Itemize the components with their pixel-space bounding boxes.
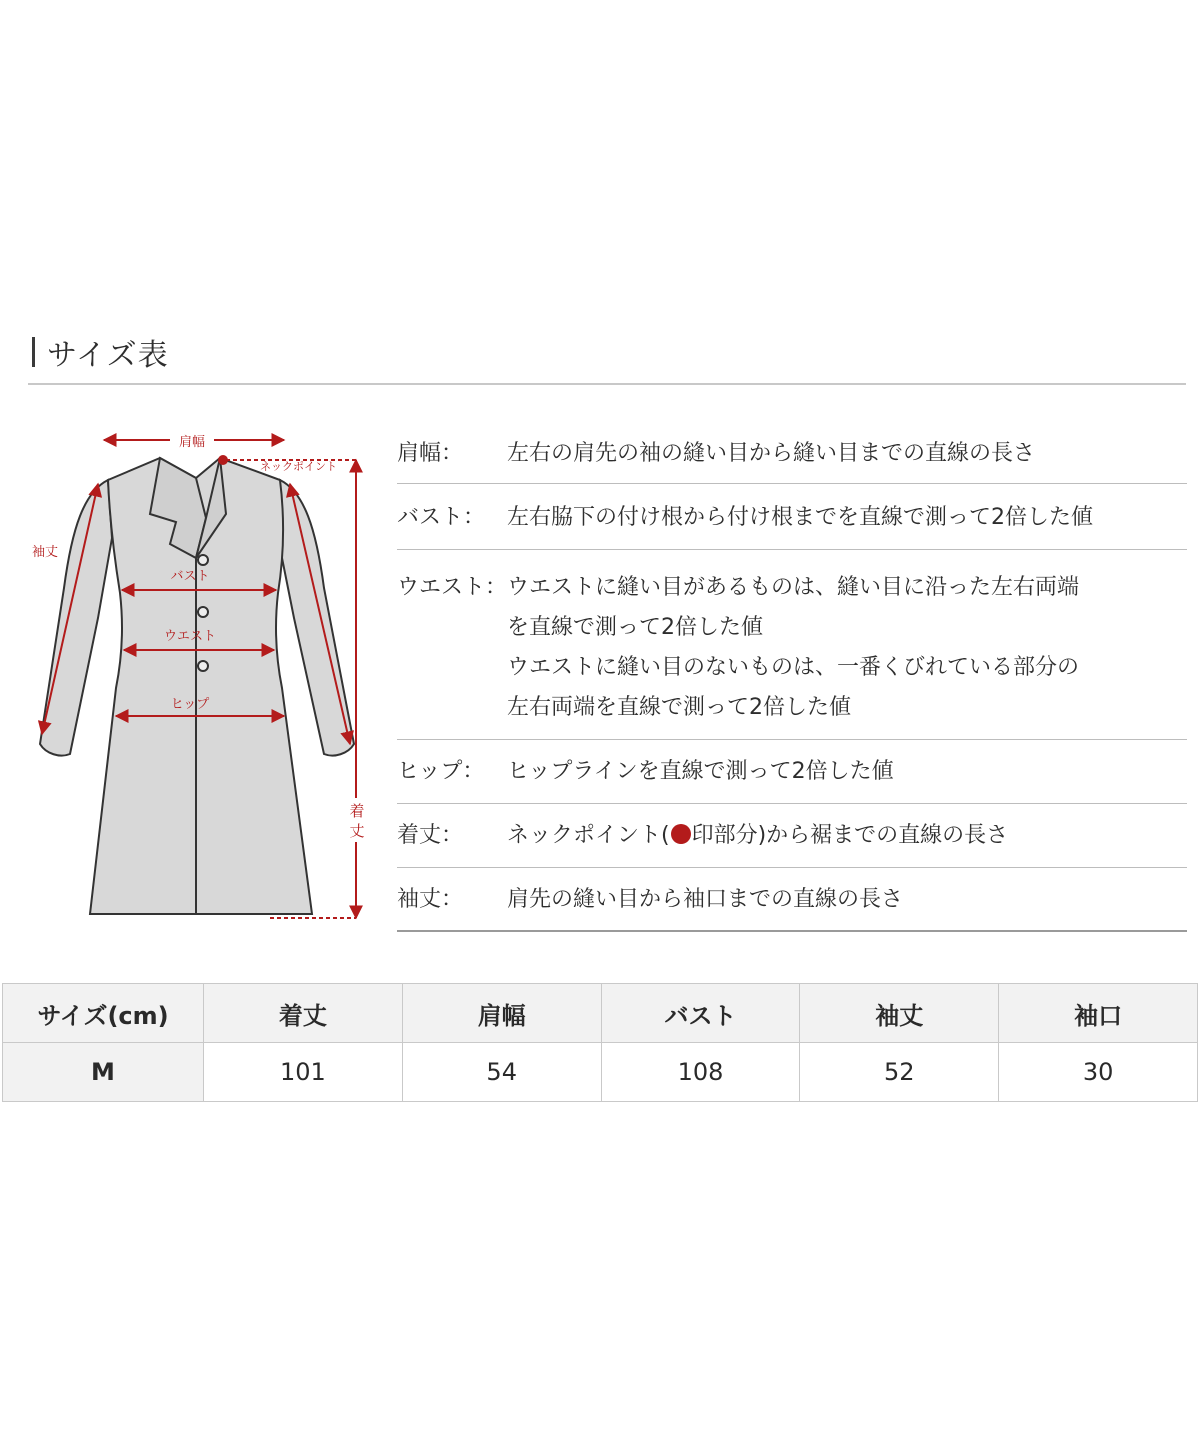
page-title: サイズ表 [47,338,169,373]
definition-line: 左右両端を直線で測って2倍した値 [507,695,851,720]
definition-text-before: ネックポイント( [507,823,670,848]
column-header: サイズ(cm) [3,984,204,1043]
table-cell: 52 [800,1043,999,1102]
definition-term: ウエスト： [397,575,508,600]
sleeve-label: 袖丈 [32,545,59,560]
definition-term: 着丈： [397,823,464,848]
neck-point-marker [218,455,228,465]
table-header-row [3,984,1198,1043]
neck-point-label: ネックポイント [260,460,337,473]
definition-text [507,816,1187,867]
column-header: 袖丈 [800,984,999,1043]
definition-row-waist [397,550,1187,740]
column-header: 肩幅 [402,984,601,1043]
definition-line: ウエストに縫い目のないものは、一番くびれている部分の [507,655,1080,680]
definition-term: バスト： [397,505,486,530]
coat-diagram [20,418,390,938]
definition-row-shoulder [397,428,1187,484]
table-cell-size: M [3,1043,204,1102]
bust-label: バスト [170,569,210,584]
definition-term: 袖丈： [397,887,464,912]
definition-row-hip [397,740,1187,804]
coat-illustration [40,458,354,914]
definition-term: 肩幅： [397,441,464,466]
column-header: 袖口 [999,984,1198,1043]
table-cell: 30 [999,1043,1198,1102]
definition-row-length [397,804,1187,868]
definition-line: を直線で測って2倍した値 [507,615,763,640]
definition-text [507,568,1187,739]
table-cell: 108 [601,1043,800,1102]
length-label-bottom: 丈 [349,822,365,840]
shoulder-label: 肩幅 [178,435,206,450]
title-divider [28,383,1186,385]
table-row [3,1043,1198,1102]
waist-label: ウエスト [163,629,217,644]
column-header: バスト [601,984,800,1043]
title-bar-accent [32,337,35,367]
size-table [2,983,1198,1102]
hip-label: ヒップ [170,697,210,712]
definition-line: ウエストに縫い目があるものは、縫い目に沿った左右両端 [507,575,1080,600]
definition-term: ヒップ： [397,759,485,784]
neck-point-dot-icon [671,824,691,844]
definition-text: ヒップラインを直線で測って2倍した値 [507,759,894,784]
definition-text-after: 印部分)から裾までの直線の長さ [691,823,1009,848]
measurement-definitions [397,428,1187,932]
length-label-top: 着 [349,802,365,820]
definition-text: 左右脇下の付け根から付け根までを直線で測って2倍した値 [507,505,1093,530]
definition-row-sleeve [397,868,1187,932]
column-header: 着丈 [204,984,403,1043]
definition-text: 肩先の縫い目から袖口までの直線の長さ [507,887,904,912]
table-cell: 101 [204,1043,403,1102]
section-header [32,330,1186,374]
definition-row-bust [397,484,1187,550]
table-cell: 54 [402,1043,601,1102]
definition-text: 左右の肩先の袖の縫い目から縫い目までの直線の長さ [507,441,1036,466]
